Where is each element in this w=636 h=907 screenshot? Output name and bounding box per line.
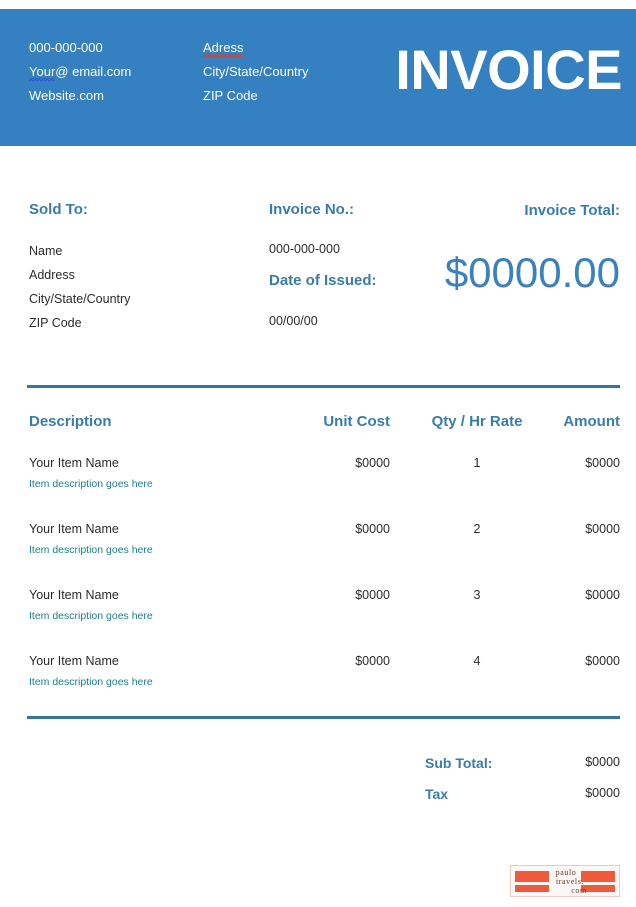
tax-label: Tax: [425, 786, 449, 802]
sold-to-zip: ZIP Code: [29, 316, 82, 330]
item-description: Item description goes here: [29, 610, 153, 622]
sold-to-city: City/State/Country: [29, 292, 131, 306]
item-qty: 3: [473, 588, 481, 602]
header-email-rest: @ email.com: [55, 64, 132, 79]
item-qty: 2: [473, 522, 481, 536]
table-row: [0, 522, 636, 588]
column-header-unit-cost: Unit Cost: [323, 413, 390, 430]
footer-logo-inner: [511, 866, 619, 896]
sold-to-name: Name: [29, 244, 63, 258]
item-amount: $0000: [585, 522, 620, 536]
item-unit-cost: $0000: [355, 456, 390, 470]
header-website: Website.com: [29, 88, 104, 103]
sold-to-label: Sold To:: [29, 201, 88, 218]
table-body: [0, 456, 636, 720]
header-address-line3: ZIP Code: [203, 88, 258, 103]
table-header-row: [0, 413, 636, 437]
column-header-amount: Amount: [563, 413, 620, 430]
date-issued-value: 00/00/00: [269, 314, 318, 328]
item-unit-cost: $0000: [355, 522, 390, 536]
item-description: Item description goes here: [29, 544, 153, 556]
item-qty: 4: [473, 654, 481, 668]
item-name: Your Item Name: [29, 654, 119, 668]
item-unit-cost: $0000: [355, 654, 390, 668]
header-address-misspelled: Adress: [203, 40, 243, 58]
item-qty: 1: [473, 456, 481, 470]
header-address-line1: [203, 36, 383, 60]
date-issued-label: Date of Issued:: [269, 272, 377, 289]
item-name: Your Item Name: [29, 522, 119, 536]
footer-logo-line1: paulo: [555, 868, 577, 877]
invoice-number-label: Invoice No.:: [269, 201, 355, 218]
item-description: Item description goes here: [29, 478, 153, 490]
invoice-total-amount: $0000.00: [444, 249, 620, 296]
totals-section: [0, 755, 636, 817]
header-phone: 000-000-000: [29, 40, 103, 55]
sub-total-label: Sub Total:: [425, 755, 493, 771]
item-amount: $0000: [585, 654, 620, 668]
tax-value: $0000: [585, 786, 620, 800]
page-title: INVOICE: [395, 38, 622, 101]
sold-to-address: Address: [29, 268, 75, 282]
table-row: [0, 456, 636, 522]
footer-logo: [510, 865, 620, 897]
header-address-line2: City/State/Country: [203, 64, 309, 79]
footer-logo-line2: travels.: [555, 877, 585, 886]
item-amount: $0000: [585, 588, 620, 602]
table-bottom-divider: [27, 716, 620, 719]
table-row: [0, 654, 636, 720]
footer-logo-text: [511, 868, 621, 895]
table-top-divider: [27, 385, 620, 388]
item-name: Your Item Name: [29, 588, 119, 602]
invoice-number-value: 000-000-000: [269, 242, 340, 256]
header-address-column: [203, 36, 383, 108]
column-header-qty-hr-rate: Qty / Hr Rate: [431, 413, 523, 430]
item-name: Your Item Name: [29, 456, 119, 470]
sold-to-address-block: [29, 239, 130, 335]
column-header-description: Description: [29, 413, 112, 430]
header-email-prefix: Your: [29, 64, 55, 82]
sub-total-value: $0000: [585, 755, 620, 769]
header-email: [29, 60, 209, 84]
header-contact-column: [29, 36, 209, 108]
header-banner: [0, 9, 636, 146]
invoice-total-label: Invoice Total:: [524, 202, 620, 219]
sub-total-row: [0, 755, 636, 786]
tax-row: [0, 786, 636, 817]
item-unit-cost: $0000: [355, 588, 390, 602]
item-amount: $0000: [585, 456, 620, 470]
table-row: [0, 588, 636, 654]
footer-logo-line3: com: [571, 886, 587, 895]
item-description: Item description goes here: [29, 676, 153, 688]
